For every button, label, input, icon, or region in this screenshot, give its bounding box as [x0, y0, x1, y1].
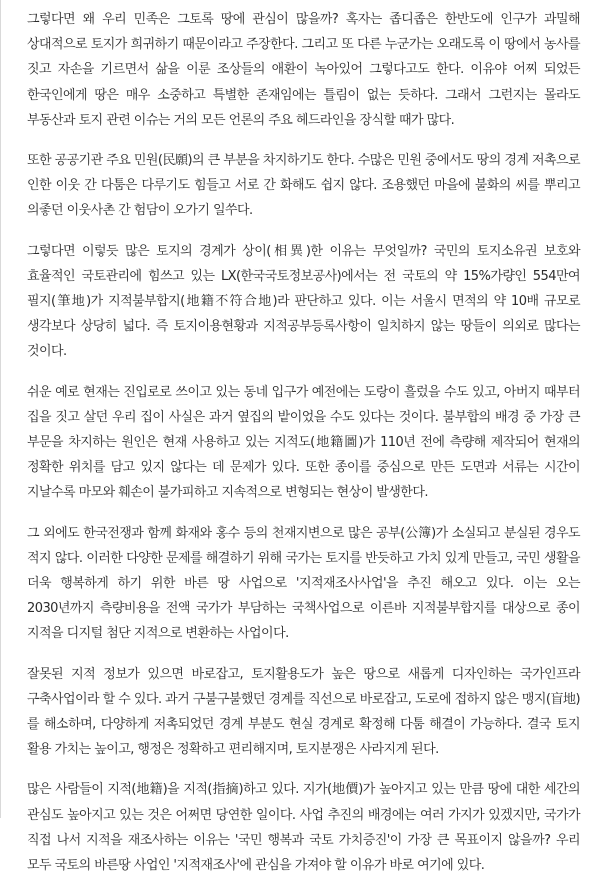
- paragraph-1: 그렇다면 왜 우리 민족은 그토록 땅에 관심이 많을까? 혹자는 좁디좁은 한반도에 인구가 과밀해 상대적으로 토지가 희귀하기 때문이라고 주장한다. 그리고 또 다른 누군가는 오래도록 이 땅에서 농사를 짓고 자손을 기르면서 삶을 이룬 조상들의 애환이 녹아있어 그렇다고도 한다. 이유야 어찌 되었든 한국인에게 땅은 매우 소중하고 특별한 존재임에는 틀림이 없는 듯하다. 그래서 그런지는 몰라도 부동산과 토지 관련 이슈는 거의 모든 언론의 주요 헤드라인을 장식할 때가 많다.: [27, 12, 580, 128]
- article-body: [27, 7, 580, 878]
- paragraph-2: 또한 공공기관 주요 민원(民願)의 큰 부분을 차지하기도 한다. 수많은 민원 중에서도 땅의 경계 저촉으로 인한 이웃 간 다툼은 다루기도 힘들고 서로 간 화해도 쉽지 않다. 조용했던 마을에 불화의 씨를 뿌리고 의좋던 이웃사촌 간 험담이 오가기 일쑤다.: [27, 153, 580, 219]
- paragraph-7: 많은 사람들이 지적(地籍)을 지적(指摘)하고 있다. 지가(地價)가 높아지고 있는 만큼 땅에 대한 세간의 관심도 높아지고 있는 것은 어쩌면 당연한 일이다. 사업 추진의 배경에는 여러 가지가 있겠지만, 국가가 직접 나서 지적을 재조사하는 이유는 '국민 행복과 국토 가치증진'이 가장 큰 목표이지 않을까? 우리 모두 국토의 바른땅 사업인 '지적재조사'에 관심을 가져야 할 이유가 바로 여기에 있다.: [27, 782, 580, 874]
- paragraph-4: 쉬운 예로 현재는 진입로로 쓰이고 있는 동네 입구가 예전에는 도랑이 흘렀을 수도 있고, 아버지 때부터 집을 짓고 살던 우리 집이 사실은 과거 옆집의 밭이었을 수도 있다는 것이다. 불부합의 배경 중 가장 큰 부문을 차지하는 원인은 현재 사용하고 있는 지적도(地籍圖)가 110년 전에 측량해 제작되어 현재의 정확한 위치를 담고 있지 않다는 데 문제가 있다. 또한 종이를 중심으로 만든 도면과 서류는 시간이 지날수록 마모와 훼손이 불가피하고 지속적으로 변형되는 현상이 발생한다.: [27, 384, 580, 501]
- page-left-border: [0, 0, 1, 818]
- paragraph-6: 잘못된 지적 정보가 있으면 바로잡고, 토지활용도가 높은 땅으로 새롭게 디자인하는 국가인프라 구축사업이라 할 수 있다. 과거 구불구불했던 경계를 직선으로 바로잡고, 도로에 접하지 않은 맹지(盲地)를 해소하며, 다양하게 저촉되었던 경계 부분도 현실 경계로 확정해 다툼 해결이 가능하다. 결국 토지 활용 가치는 높이고, 행정은 정확하고 편리해지며, 토지분쟁은 사라지게 된다.: [27, 666, 580, 758]
- paragraph-5: 그 외에도 한국전쟁과 함께 화재와 홍수 등의 천재지변으로 많은 공부(公簿)가 소실되고 분실된 경우도 적지 않다. 이러한 다양한 문제를 해결하기 위해 국가는 토지를 반듯하고 가치 있게 만들고, 국민 생활을 더욱 행복하게 하기 위한 바른 땅 사업으로 '지적재조사사업'을 추진 해오고 있다. 이는 오는 2030년까지 측량비용을 전액 국가가 부담하는 국책사업으로 이른바 지적불부합지를 대상으로 종이 지적을 디지털 첨단 지적으로 변환하는 사업이다.: [27, 525, 580, 642]
- paragraph-3: 그렇다면 이렇듯 많은 토지의 경계가 상이(相異)한 이유는 무엇일까? 국민의 토지소유권 보호와 효율적인 국토관리에 힘쓰고 있는 LX(한국국토정보공사)에서는 전 국토의 약 15%가량인 554만여 필지(筆地)가 지적불부합지(地籍不符合地)라 판단하고 있다. 이는 서울시 면적의 약 10배 규모로 생각보다 상당히 넓다. 즉 토지이용현황과 지적공부등록사항이 일치하지 않는 땅들이 의외로 많다는 것이다.: [27, 243, 580, 360]
